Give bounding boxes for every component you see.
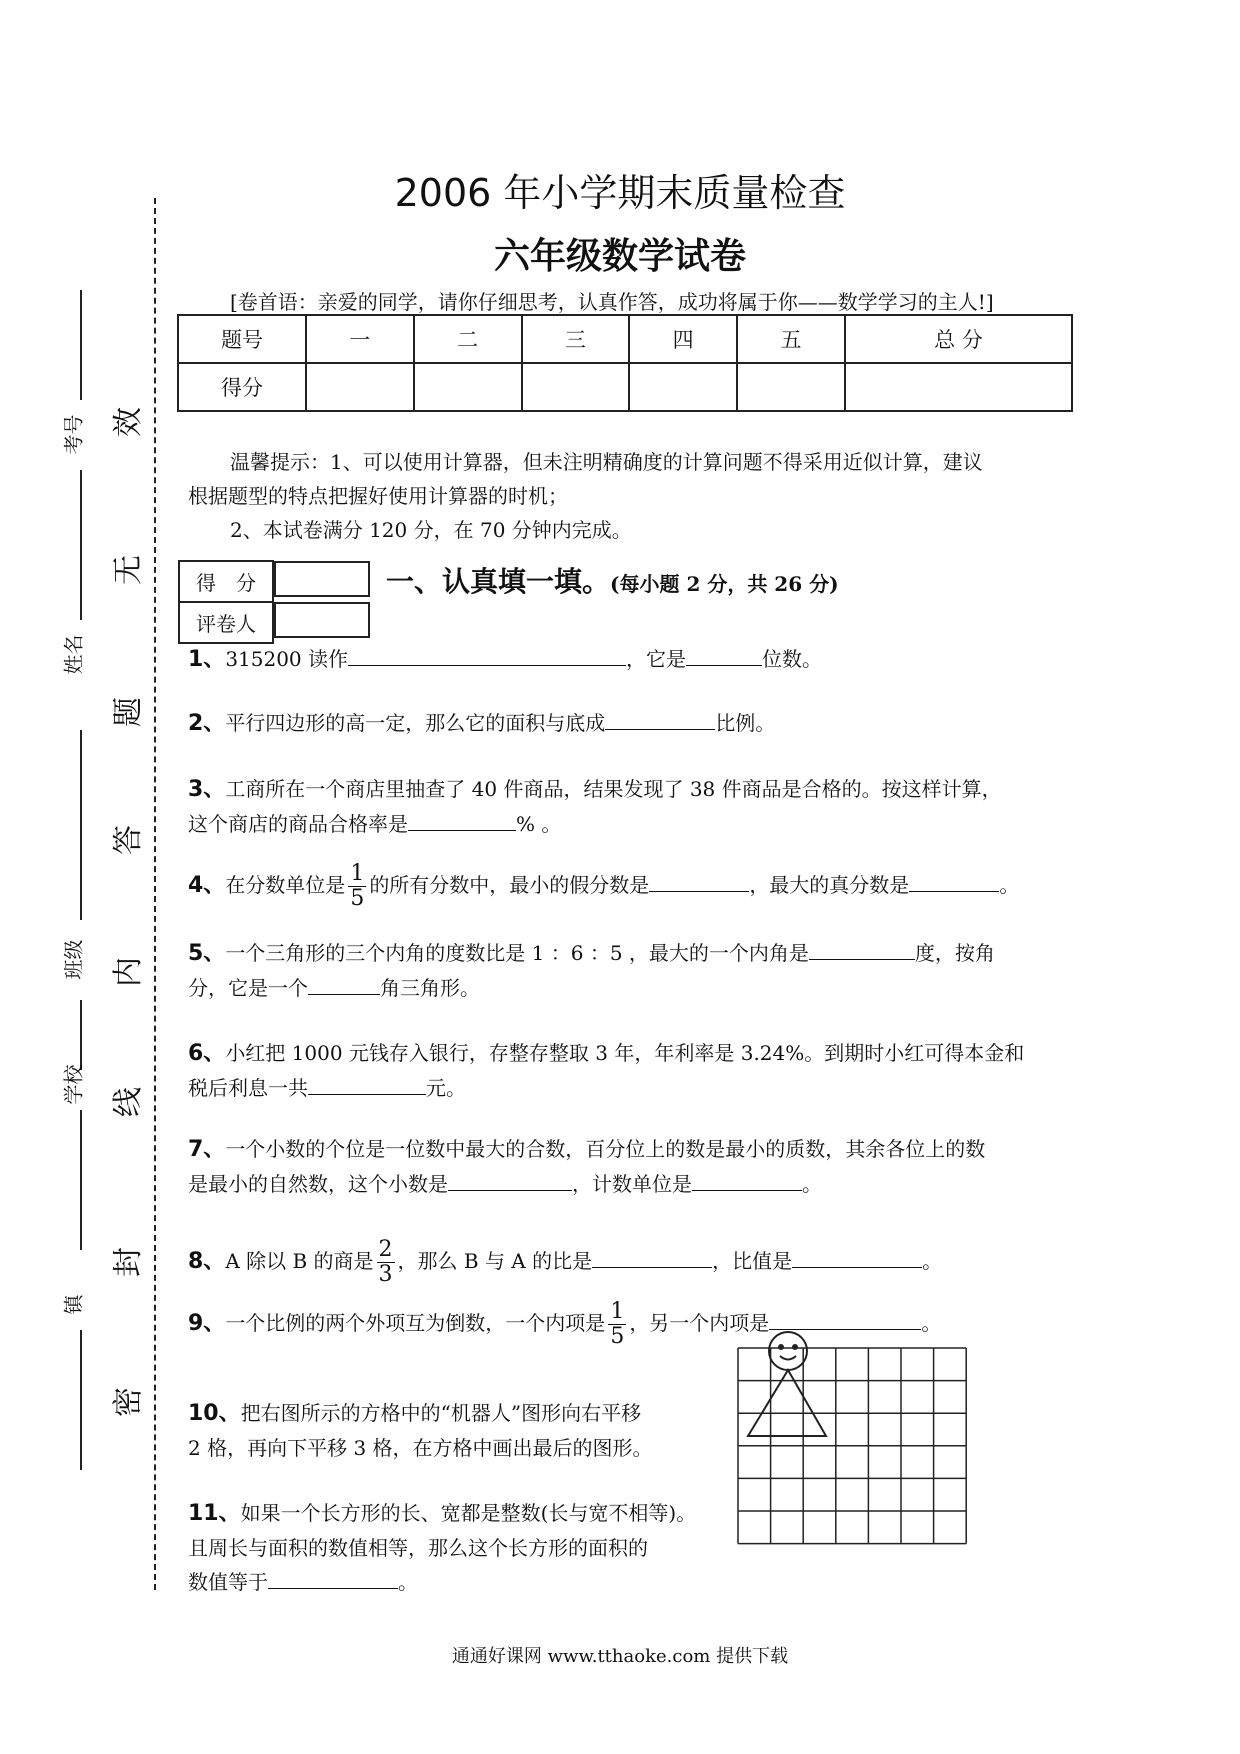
section-note: (每小题 2 分，共 26 分) [610, 572, 839, 596]
seal-char: 密 [111, 1387, 146, 1417]
robot-head [769, 1332, 807, 1370]
table-row [179, 561, 371, 602]
seal-char: 内 [111, 957, 146, 987]
score-table [177, 314, 1073, 412]
town-label: 镇 [61, 1294, 86, 1315]
robot-grid-figure[interactable] [736, 1328, 976, 1578]
name-label: 姓名 [61, 634, 86, 675]
question-text: 。 [398, 1570, 418, 1594]
question-text: 且周长与面积的数值相等，那么这个长方形的面积的 [188, 1536, 648, 1560]
answer-blank[interactable] [605, 707, 715, 730]
fraction-numerator: 2 [378, 1237, 393, 1262]
answer-blank[interactable] [909, 869, 999, 892]
question-text: 工商所在一个商店里抽查了 40 件商品，结果发现了 38 件商品是合格的。按这样计算， [225, 777, 1002, 801]
question-text: ，另一个内项是 [629, 1311, 770, 1335]
question-number: 11、 [188, 1501, 241, 1526]
question-number: 4、 [188, 873, 226, 898]
score-table-column: 四 [629, 315, 737, 363]
fraction-denominator: 3 [378, 1262, 393, 1287]
answer-blank[interactable] [448, 1168, 572, 1191]
score-cell[interactable] [629, 363, 737, 411]
question-text: 。 [802, 1172, 822, 1196]
answer-blank[interactable] [348, 643, 626, 666]
answer-blank[interactable] [792, 1245, 922, 1268]
seal-char: 无 [111, 555, 146, 585]
question-text: 。 [999, 873, 1020, 897]
school-label: 学校 [61, 1064, 86, 1105]
question-text: ，那么 B 与 A 的比是 [397, 1249, 593, 1273]
question-number: 2、 [188, 711, 226, 736]
table-row [178, 315, 1072, 363]
question-text: 。 [921, 1311, 942, 1335]
field-rule [80, 730, 82, 920]
score-table-column: 一 [306, 315, 414, 363]
question-6 [188, 1036, 1024, 1105]
answer-blank[interactable] [649, 869, 749, 892]
tip-line-3: 2、本试卷满分 120 分，在 70 分钟内完成。 [230, 518, 632, 542]
question-text: 。 [922, 1249, 943, 1273]
answer-blank[interactable] [686, 643, 762, 666]
question-text: 元。 [426, 1076, 466, 1100]
field-rule [80, 1330, 82, 1470]
page-title: 2006 年小学期末质量检查 [394, 171, 846, 215]
question-text: 一个三角形的三个内角的度数比是 1 ：6 ：5 ，最大的一个内角是 [225, 941, 809, 965]
question-text: 分，它是一个 [188, 976, 308, 1000]
question-text: 数值等于 [188, 1570, 268, 1594]
question-text: 在分数单位是 [225, 873, 346, 897]
field-rule [80, 290, 82, 400]
page-subtitle: 六年级数学试卷 [493, 236, 746, 277]
section-title-text: 一、认真填一填。 [386, 565, 611, 598]
tip-line-1: 温馨提示：1、可以使用计算器，但未注明精确度的计算问题不得采用近似计算，建议 [230, 450, 983, 474]
answer-blank[interactable] [308, 1072, 426, 1095]
question-7 [188, 1132, 985, 1201]
question-11 [188, 1496, 696, 1599]
seal-char: 线 [111, 1087, 146, 1117]
fraction [608, 1300, 626, 1349]
question-text: ，计数单位是 [572, 1172, 692, 1196]
grader-score-cell[interactable] [274, 561, 370, 597]
fraction [348, 862, 366, 911]
grader-name-label: 评卷人 [179, 602, 273, 643]
tip-line-2: 根据题型的特点把握好使用计算器的时机； [188, 484, 568, 508]
field-rule [80, 1110, 82, 1250]
robot-eye [793, 1345, 797, 1349]
question-text: 比例。 [715, 711, 776, 735]
table-row [178, 363, 1072, 411]
question-number: 3、 [188, 777, 226, 802]
fraction-denominator: 5 [610, 1324, 625, 1349]
question-text: 2 格，再向下平移 3 格，在方格中画出最后的图形。 [188, 1436, 653, 1460]
question-text: 小红把 1000 元钱存入银行，存整存整取 3 年，年利率是 3.24%。到期时小红可得本金和 [225, 1041, 1025, 1065]
robot-mouth [780, 1356, 796, 1360]
section-title [386, 560, 839, 600]
grader-score-label: 得 分 [179, 561, 273, 602]
question-5 [188, 936, 995, 1005]
question-number: 9、 [188, 1311, 226, 1336]
question-number: 1、 [188, 647, 226, 672]
binding-dashed-line [154, 198, 156, 1590]
question-text: 如果一个长方形的长、宽都是整数(长与宽不相等)。 [240, 1501, 697, 1525]
score-cell[interactable] [737, 363, 845, 411]
answer-blank[interactable] [809, 937, 915, 960]
score-cell[interactable] [306, 363, 414, 411]
answer-blank[interactable] [308, 972, 380, 995]
question-text: 的所有分数中，最小的假分数是 [369, 873, 650, 897]
question-8 [188, 1238, 942, 1287]
grid-lines [738, 1348, 966, 1544]
preface-text: [卷首语：亲爱的同学，请你仔细思考，认真作答，成功将属于你——数学学习的主人!] [230, 290, 994, 314]
question-number: 10、 [188, 1401, 241, 1426]
field-rule [80, 1000, 82, 1070]
answer-blank[interactable] [769, 1307, 921, 1330]
robot-eye [779, 1345, 783, 1349]
answer-blank[interactable] [408, 808, 516, 831]
score-cell[interactable] [845, 363, 1072, 411]
question-text: 度，按角 [914, 941, 995, 965]
answer-blank[interactable] [268, 1566, 398, 1589]
question-text: 平行四边形的高一定，那么它的面积与底成 [225, 711, 606, 735]
score-table-column: 二 [414, 315, 522, 363]
score-cell[interactable] [522, 363, 630, 411]
grader-box [178, 560, 372, 644]
question-text: ，它是 [626, 647, 687, 671]
score-table-column: 三 [522, 315, 630, 363]
question-text: 角三角形。 [380, 976, 480, 1000]
question-2 [188, 706, 775, 741]
answer-blank[interactable] [692, 1168, 802, 1191]
question-text: 税后利息一共 [188, 1076, 308, 1100]
seal-char: 效 [111, 407, 146, 437]
score-table-header: 得分 [178, 363, 306, 411]
question-text: 一个小数的个位是一位数中最大的合数，百分位上的数是最小的质数，其余各位上的数 [225, 1137, 986, 1161]
question-number: 7、 [188, 1137, 226, 1162]
grader-name-cell[interactable] [274, 602, 370, 638]
field-rule [80, 470, 82, 620]
question-text: ，比值是 [712, 1249, 793, 1273]
question-text: 一个比例的两个外项互为倒数，一个内项是 [225, 1311, 606, 1335]
question-text: 把右图所示的方格中的“机器人”图形向右平移 [240, 1401, 642, 1425]
answer-blank[interactable] [592, 1245, 712, 1268]
question-text: 是最小的自然数，这个小数是 [188, 1172, 448, 1196]
question-4 [188, 862, 1019, 911]
table-row [179, 602, 371, 643]
question-1 [188, 642, 822, 677]
score-table-header: 题号 [178, 315, 306, 363]
question-text: % 。 [516, 812, 562, 836]
class-label: 班级 [61, 939, 86, 980]
score-cell[interactable] [414, 363, 522, 411]
seal-char: 题 [111, 697, 146, 727]
question-text: 这个商店的商品合格率是 [188, 812, 408, 836]
fraction-denominator: 5 [350, 886, 365, 911]
seal-char: 封 [111, 1247, 146, 1277]
question-text: 位数。 [762, 647, 823, 671]
fraction-numerator: 1 [610, 1299, 625, 1324]
score-table-column: 五 [737, 315, 845, 363]
question-text: A 除以 B 的商是 [225, 1249, 374, 1273]
fraction-numerator: 1 [350, 861, 365, 886]
question-3 [188, 772, 1002, 841]
question-10 [188, 1396, 653, 1465]
fraction [377, 1238, 395, 1287]
question-number: 8、 [188, 1249, 226, 1274]
question-number: 6、 [188, 1041, 226, 1066]
question-text: ，最大的真分数是 [749, 873, 910, 897]
question-text: 315200 读作 [225, 647, 349, 671]
score-table-column: 总 分 [845, 315, 1072, 363]
exam-number-label: 考号 [61, 414, 86, 455]
seal-char: 答 [111, 825, 146, 855]
question-number: 5、 [188, 941, 226, 966]
footer-text: 通通好课网 www.tthaoke.com 提供下载 [451, 1646, 789, 1667]
